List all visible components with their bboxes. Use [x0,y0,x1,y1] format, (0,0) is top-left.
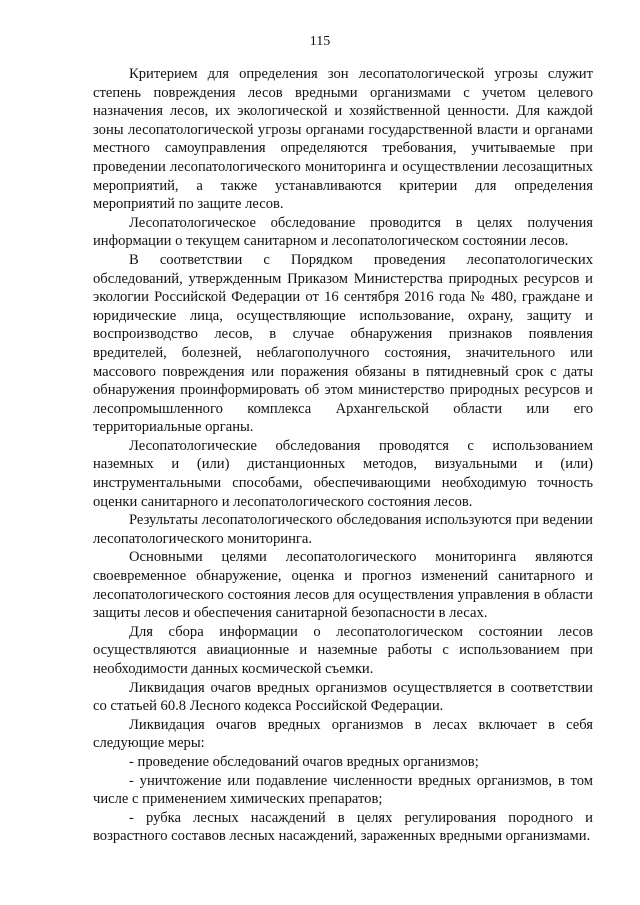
list-item: - уничтожение или подавление численности вредных организмов, в том числе с применением химических препаратов; [93,772,593,808]
paragraph: Для сбора информации о лесопатологическом состоянии лесов осуществляются авиационные и наземные работы с использованием при необходимости данных космической съемки. [93,623,593,677]
paragraph: Лесопатологические обследования проводятся с использованием наземных и (или) дистанционных методов, визуальными и (или) инструментальными способами, обеспечивающими необходимую точность оценки санитарного и лесопатологического состояния лесов. [93,437,593,510]
list-item: - рубка лесных насаждений в целях регулирования породного и возрастного составов лесных насаждений, зараженных вредными организмами. [93,809,593,845]
list-item: - проведение обследований очагов вредных организмов; [129,753,479,770]
paragraph: В соответствии с Порядком проведения лесопатологических обследований, утвержденным Приказом Министерства природных ресурсов и экологии Российской Федерации от 16 сентября 2016 года № 480, граждане и юридические лица, осуществляющие использование, охрану, защиту и воспроизводство лесов, в случае обнаружения признаков появления вредителей, болезней, неблагополучного состояния, значительного или массового повреждения или поражения обязаны в пятидневный срок с даты обнаружения проинформировать об этом министерство природных ресурсов и лесопромышленного комплекса Архангельской области или его территориальные органы. [93,251,593,436]
paragraph: Критерием для определения зон лесопатологической угрозы служит степень повреждения лесов вредными организмами с учетом целевого назначения лесов, их экологической и хозяйственной ценности. Для каждой зоны лесопатологической угрозы органами государственной власти и органами местного самоуправления определяются требования, учитываемые при проведении лесопатологического мониторинга и осуществлении лесозащитных мероприятий, а также устанавливаются критерии для определения мероприятий по защите лесов. [93,66,593,213]
paragraph: Ликвидация очагов вредных организмов осуществляется в соответствии со статьей 60.8 Лесного кодекса Российской Федерации. [93,679,593,715]
paragraph: Основными целями лесопатологического мониторинга являются своевременное обнаружение, оценка и прогноз изменений санитарного и лесопатологического состояния лесов для осуществления управления в области защиты лесов и обеспечения санитарной безопасности в лесах. [93,549,593,622]
page-number: 115 [309,34,331,49]
paragraph: Ликвидация очагов вредных организмов в лесах включает в себя следующие меры: [93,716,593,752]
paragraph: Лесопатологическое обследование проводится в целях получения информации о текущем санитарном и лесопатологическом состоянии лесов. [93,214,593,250]
paragraph: Результаты лесопатологического обследования используются при ведении лесопатологического мониторинга. [93,512,593,547]
document-body [93,65,593,846]
